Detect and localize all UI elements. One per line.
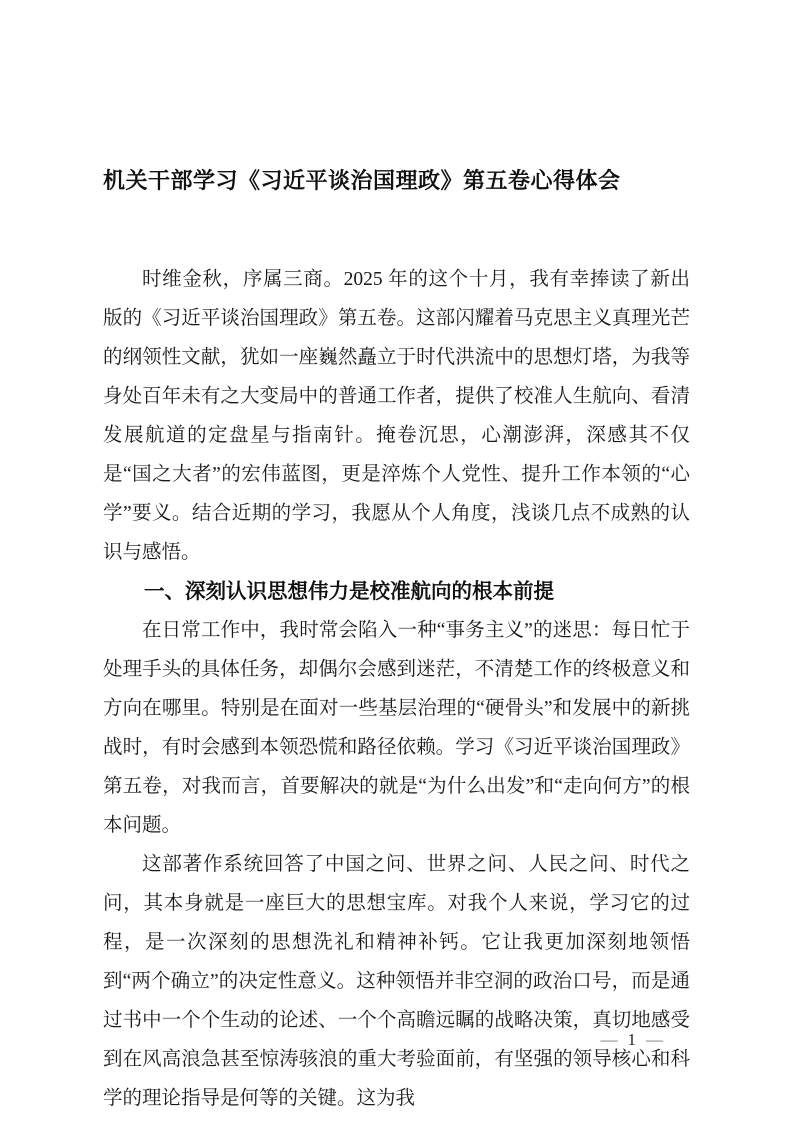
page-number-right-dash: —	[646, 1030, 663, 1049]
page-number	[601, 1028, 664, 1052]
section-heading-1: 一、深刻认识思想伟力是校准航向的根本前提	[144, 580, 554, 603]
paragraph-section1-a: 在日常工作中，我时常会陷入一种“事务主义”的迷思：每日忙于处理手头的具体任务，却偶尔会感到迷茫，不清楚工作的终极意义和方向在哪里。特别是在面对一些基层治理的“硬骨头”和发展中的新挑战时，有时会感到本领恐慌和路径依赖。学习《习近平谈治国理政》第五卷，对我而言，首要解决的就是“为什么出发”和“走向何方”的根本问题。	[103, 620, 690, 836]
page-number-value: 1	[627, 1030, 636, 1049]
paragraph-intro: 时维金秋，序属三商。2025 年的这个十月，我有幸捧读了新出版的《习近平谈治国理政》第五卷。这部闪耀着马克思主义真理光芒的纲领性文献，犹如一座巍然矗立于时代洪流中的思想灯塔，为我等身处百年未有之大变局中的普通工作者，提供了校准人生航向、看清发展航道的定盘星与指南针。掩卷沉思，心潮澎湃，深感其不仅是“国之大者”的宏伟蓝图，更是淬炼个人党性、提升工作本领的“心学”要义。结合近期的学习，我愿从个人角度，浅谈几点不成熟的认识与感悟。	[103, 269, 690, 563]
paragraph-section1-b: 这部著作系统回答了中国之问、世界之问、人民之问、时代之问，其本身就是一座巨大的思想宝库。对我个人来说，学习它的过程，是一次深刻的思想洗礼和精神补钙。它让我更加深刻地领悟到“两个确立”的决定性意义。这种领悟并非空洞的政治口号，而是通过书中一个个生动的论述、一个个高瞻远瞩的战略决策，真切地感受到在风高浪急甚至惊涛骇浪的重大考验面前，有坚强的领导核心和科学的理论指导是何等的关键。这为我	[103, 854, 690, 1109]
document-title: 机关干部学习《习近平谈治国理政》第五卷心得体会	[103, 168, 621, 193]
page-number-left-dash: —	[600, 1030, 618, 1049]
